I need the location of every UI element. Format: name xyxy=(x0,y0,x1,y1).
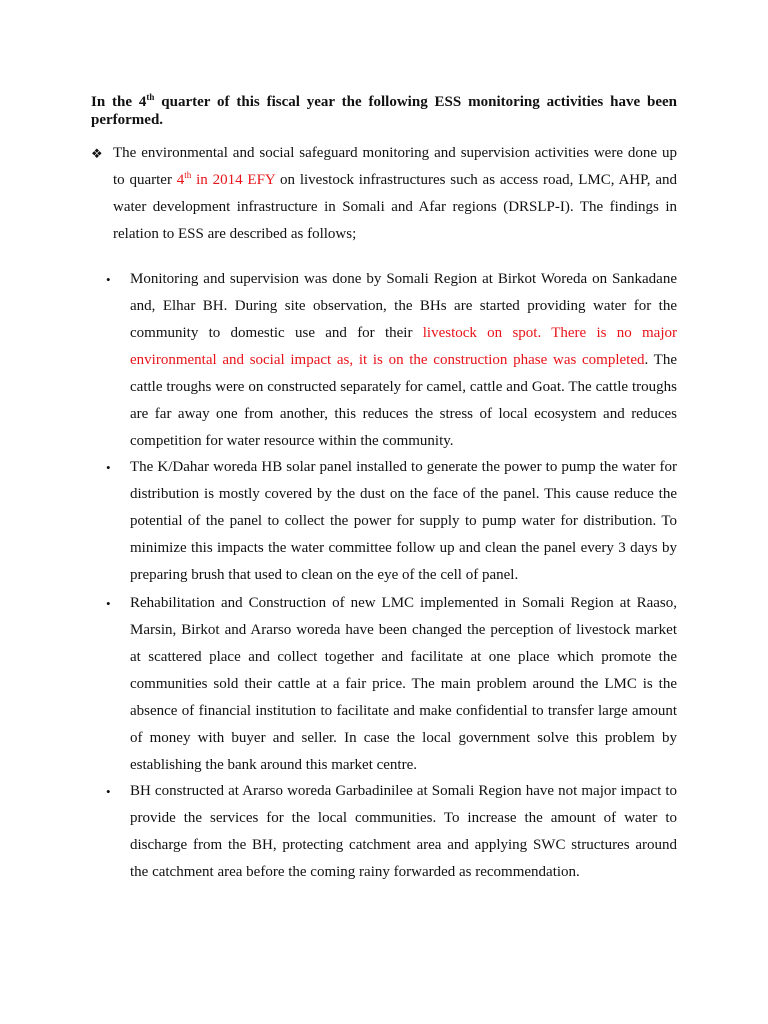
text-run: and, Elhar BH. During site observation, the BHs are started providing water for the xyxy=(130,298,677,314)
text-run: at scattered place and collect together and facilitate at one place which promote the xyxy=(130,649,677,665)
text-run: are far away one from another, this reduces the stress of local ecosystem and reduces xyxy=(130,406,677,422)
text-line xyxy=(130,805,677,832)
text-line xyxy=(130,644,677,671)
text-run: Rehabilitation and Construction of new LMC implemented in Somali Region at Raaso, xyxy=(130,595,677,611)
text-run: potential of the panel to collect the power for supply to pump water for distribution. To xyxy=(130,513,677,529)
text-line xyxy=(130,293,677,320)
text-run: communities sold their cattle at a fair price. The main problem around the LMC is the xyxy=(130,676,677,692)
text-line xyxy=(130,508,677,535)
text-line xyxy=(130,778,677,805)
text-line xyxy=(130,832,677,859)
text-run: minimize this impacts the water committee follow up and clean the panel every 3 days by xyxy=(130,540,677,556)
heading-line xyxy=(91,111,677,129)
text-run: BH constructed at Ararso woreda Garbadinilee at Somali Region have not major impact to xyxy=(130,783,677,799)
text-run: quarter of this fiscal year the following ESS monitoring activities have been xyxy=(154,94,677,110)
text-run: establishing the bank around this market centre. xyxy=(130,757,417,773)
highlighted-text: 4 xyxy=(176,172,185,188)
text-run: Monitoring and supervision was done by Somali Region at Birkot Woreda on Sankadane xyxy=(130,271,677,287)
highlighted-text: environmental and social impact as, it is on the construction phase was completed xyxy=(130,352,645,368)
text-line xyxy=(130,401,677,428)
text-run: th xyxy=(146,92,155,102)
text-line xyxy=(130,347,677,374)
text-line xyxy=(130,590,677,617)
text-line xyxy=(130,481,677,508)
bullet-icon: • xyxy=(106,784,111,799)
bullet-item xyxy=(130,590,677,779)
text-line xyxy=(130,698,677,725)
text-line xyxy=(130,454,677,481)
bullet-icon: • xyxy=(106,272,111,287)
text-line xyxy=(130,374,677,401)
text-line xyxy=(130,859,677,886)
text-run: of money with buyer and seller. In case the local government solve this problem by xyxy=(130,730,677,746)
bullet-icon: • xyxy=(106,460,111,475)
text-run: performed. xyxy=(91,112,164,128)
text-run: preparing brush that used to clean on the eye of the cell of panel. xyxy=(130,567,519,583)
text-run: provide the services for the local communities. To increase the amount of water to xyxy=(130,810,677,826)
text-run: . The xyxy=(644,352,677,368)
text-line xyxy=(130,617,677,644)
text-run: to quarter xyxy=(113,172,177,188)
text-line xyxy=(130,725,677,752)
text-run: competition for water resource within the community. xyxy=(130,433,454,449)
text-line xyxy=(113,221,677,248)
text-line xyxy=(113,167,677,194)
highlighted-text: in 2014 EFY xyxy=(191,172,276,188)
text-run: absence of financial institution to facilitate and make confidential to transfer large amount xyxy=(130,703,677,719)
bullet-item xyxy=(130,778,677,886)
text-line xyxy=(130,266,677,293)
text-run: the catchment area before the coming rainy forwarded as recommendation. xyxy=(130,864,580,880)
text-run: In the 4 xyxy=(91,94,147,110)
diamond-bullet-icon: ❖ xyxy=(91,146,103,161)
text-run: distribution is mostly covered by the dust on the face of the panel. This cause reduce the xyxy=(130,486,677,502)
bullet-item xyxy=(130,266,677,455)
text-run: water development infrastructure in Somali and Afar regions (DRSLP-I). The findings in xyxy=(113,199,677,215)
text-run: The environmental and social safeguard monitoring and supervision activities were done up xyxy=(113,145,677,161)
text-line xyxy=(130,320,677,347)
text-run: The K/Dahar woreda HB solar panel installed to generate the power to pump the water for xyxy=(130,459,677,475)
text-run: discharge from the BH, protecting catchment area and applying SWC structures around xyxy=(130,837,677,853)
text-line xyxy=(130,752,677,779)
heading-line xyxy=(91,93,677,111)
intro-paragraph xyxy=(113,140,677,248)
text-line xyxy=(113,140,677,167)
bullet-item xyxy=(130,454,677,589)
text-run: on livestock infrastructures such as access road, LMC, AHP, and xyxy=(275,172,678,188)
section-heading xyxy=(91,93,677,129)
text-line xyxy=(113,194,677,221)
text-run: community to domestic use and for their xyxy=(130,325,423,341)
text-run: relation to ESS are described as follows; xyxy=(113,226,357,242)
highlighted-text: th xyxy=(184,170,192,180)
text-line xyxy=(130,428,677,455)
text-run: cattle troughs were on constructed separately for camel, cattle and Goat. The cattle troughs xyxy=(130,379,677,395)
text-line xyxy=(130,671,677,698)
highlighted-text: livestock on spot. There is no major xyxy=(422,325,678,341)
text-run: Marsin, Birkot and Ararso woreda have been changed the perception of livestock market xyxy=(130,622,677,638)
text-line xyxy=(130,535,677,562)
text-line xyxy=(130,562,677,589)
bullet-icon: • xyxy=(106,596,111,611)
